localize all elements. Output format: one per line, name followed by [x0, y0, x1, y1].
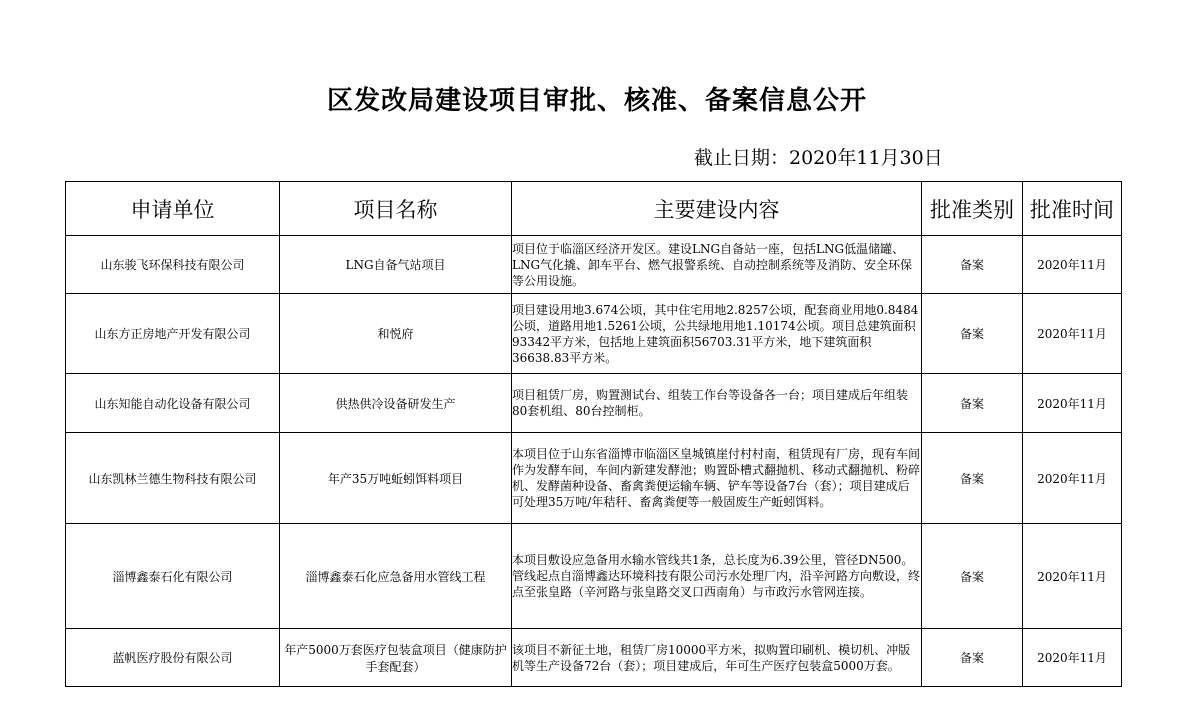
cell-name: 年产5000万套医疗包装盒项目（健康防护手套配套）	[280, 629, 512, 687]
cell-unit: 山东凯林兰德生物科技有限公司	[66, 433, 280, 524]
cell-unit: 淄博鑫泰石化有限公司	[66, 524, 280, 629]
cell-time: 2020年11月	[1023, 294, 1122, 374]
header-unit: 申请单位	[66, 182, 280, 236]
cell-type: 备案	[922, 629, 1023, 687]
cutoff-date: 截止日期：2020年11月30日	[694, 147, 943, 169]
cell-content: 该项目不新征土地，租赁厂房10000平方米，拟购置印刷机、模切机、冲版机等生产设备72台（套）；项目建成后，年可生产医疗包装盒5000万套。	[512, 629, 922, 687]
cell-name: LNG自备气站项目	[280, 236, 512, 294]
cell-content: 项目建设用地3.674公顷，其中住宅用地2.8257公顷，配套商业用地0.8484公顷，道路用地1.5261公顷，公共绿地用地1.10174公顷。项目总建筑面积93342平方米，包括地上建筑面积56703.31平方米，地下建筑面积36638.83平方米。	[512, 294, 922, 374]
cell-unit: 山东骏飞环保科技有限公司	[66, 236, 280, 294]
cell-unit: 山东方正房地产开发有限公司	[66, 294, 280, 374]
header-row	[66, 182, 1122, 236]
cell-content: 项目租赁厂房，购置测试台、组装工作台等设备各一台；项目建成后年组装80套机组、80台控制柜。	[512, 374, 922, 433]
cell-type: 备案	[922, 294, 1023, 374]
cell-name: 年产35万吨蚯蚓饵料项目	[280, 433, 512, 524]
table-row	[66, 433, 1122, 524]
table-row	[66, 629, 1122, 687]
cell-name: 和悦府	[280, 294, 512, 374]
cell-type: 备案	[922, 524, 1023, 629]
cell-name: 淄博鑫泰石化应急备用水管线工程	[280, 524, 512, 629]
cell-type: 备案	[922, 433, 1023, 524]
cell-content: 项目位于临淄区经济开发区。建设LNG自备站一座，包括LNG低温储罐、LNG气化撬、卸车平台、燃气报警系统、自动控制系统等及消防、安全环保等公用设施。	[512, 236, 922, 294]
cell-time: 2020年11月	[1023, 433, 1122, 524]
header-content: 主要建设内容	[512, 182, 922, 236]
table-row	[66, 294, 1122, 374]
header-type: 批准类别	[922, 182, 1023, 236]
page-title: 区发改局建设项目审批、核准、备案信息公开	[326, 86, 867, 116]
cell-time: 2020年11月	[1023, 524, 1122, 629]
cell-type: 备案	[922, 236, 1023, 294]
cell-type: 备案	[922, 374, 1023, 433]
cell-unit: 蓝帆医疗股份有限公司	[66, 629, 280, 687]
table-row	[66, 524, 1122, 629]
header-name: 项目名称	[280, 182, 512, 236]
cell-content: 本项目敷设应急备用水输水管线共1条，总长度为6.39公里，管径DN500。管线起点自淄博鑫达环境科技有限公司污水处理厂内，沿辛河路方向敷设，终点至张皇路（辛河路与张皇路交叉口西南角）与市政污水管网连接。	[512, 524, 922, 629]
cell-time: 2020年11月	[1023, 374, 1122, 433]
table-row	[66, 236, 1122, 294]
cell-name: 供热供冷设备研发生产	[280, 374, 512, 433]
records-table	[65, 181, 1122, 687]
cell-time: 2020年11月	[1023, 629, 1122, 687]
header-time: 批准时间	[1023, 182, 1122, 236]
cell-content: 本项目位于山东省淄博市临淄区皇城镇崖付村村南，租赁现有厂房，现有车间作为发酵车间，车间内新建发酵池；购置卧槽式翻抛机、移动式翻抛机、粉碎机、发酵菌种设备、畜禽粪便运输车辆、铲车等设备7台（套）；项目建成后可处理35万吨/年秸秆、畜禽粪便等一般固废生产蚯蚓饵料。	[512, 433, 922, 524]
cell-unit: 山东知能自动化设备有限公司	[66, 374, 280, 433]
table-row	[66, 374, 1122, 433]
cell-time: 2020年11月	[1023, 236, 1122, 294]
